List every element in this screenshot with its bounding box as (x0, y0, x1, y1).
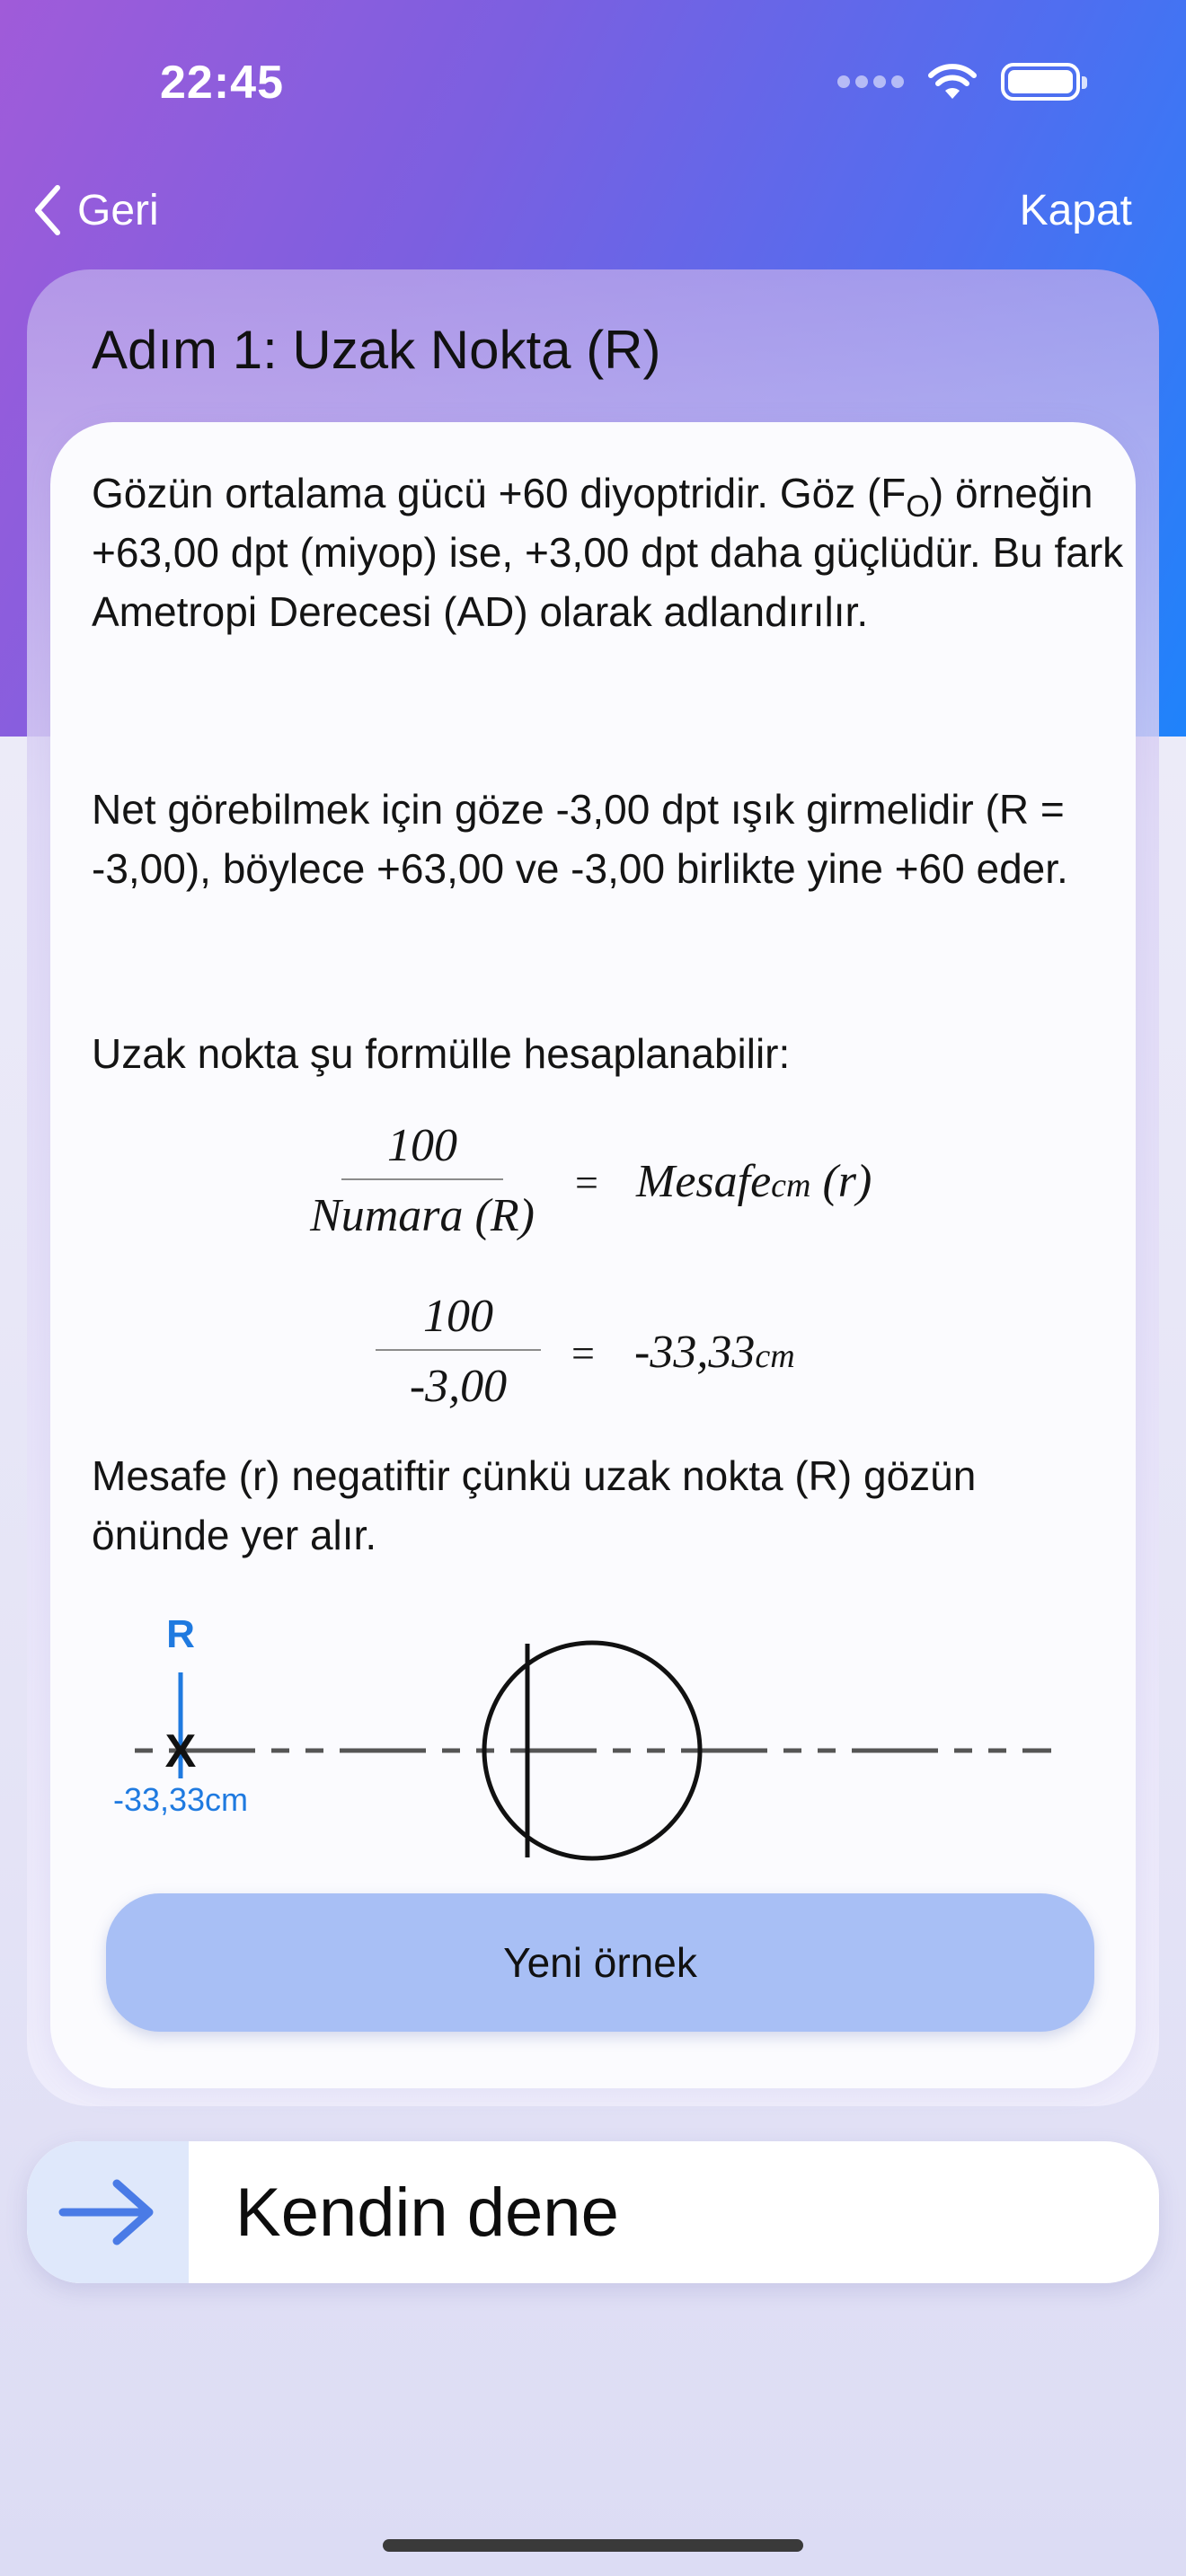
paragraph-text: ) örneğin +63,00 dpt (miyop) ise, +3,00 dpt daha güçlüdür. Bu fark Ametropi Derecesi (AD) olarak adlandırılır. (92, 470, 1124, 635)
formula2-fraction (376, 1290, 541, 1414)
formula1-rhs-text: Mesafe (636, 1156, 772, 1207)
distance-label: -33,33cm (112, 1781, 249, 1818)
wifi-icon (927, 63, 978, 101)
formula1-rhs-suffix: (r) (810, 1156, 872, 1207)
step-title: Adım 1: Uzak Nokta (R) (92, 320, 661, 380)
fraction-bar (376, 1349, 541, 1351)
formula1-rhs-unit: cm (771, 1167, 811, 1204)
formula2-rhs (634, 1326, 795, 1379)
cellular-signal-icon (837, 75, 904, 88)
formula2-equals: = (571, 1330, 595, 1376)
close-button[interactable]: Kapat (1019, 187, 1132, 234)
new-example-button[interactable]: Yeni örnek (106, 1893, 1094, 2032)
paragraph-text: Gözün ortalama gücü +60 diyoptridir. Göz (F (92, 470, 907, 516)
try-yourself-button[interactable] (27, 2141, 1159, 2283)
arrow-right-icon (58, 2176, 158, 2248)
back-label: Geri (77, 186, 159, 234)
formula2-rhs-unit: cm (755, 1337, 795, 1375)
paragraph-correction: Net görebilmek için göze -3,00 dpt ışık girmelidir (R = -3,00), böylece +63,00 ve -3,00 birlikte yine +60 eder. (92, 786, 1068, 892)
formula2-denominator: -3,00 (409, 1361, 508, 1412)
formula1-rhs (636, 1155, 872, 1208)
fraction-bar (341, 1178, 503, 1180)
far-point-diagram (90, 1608, 1078, 1868)
paragraph-formula-intro: Uzak nokta şu formülle hesaplanabilir: (92, 1030, 791, 1077)
subscript-o: O (906, 490, 930, 524)
chevron-left-icon (32, 184, 63, 236)
try-icon-box (27, 2141, 189, 2283)
paragraph-negative-distance: Mesafe (r) negatiftir çünkü uzak nokta (R) gözün önünde yer alır. (92, 1452, 977, 1558)
formula1-equals: = (575, 1160, 598, 1205)
status-icons (837, 63, 1080, 101)
back-button[interactable] (32, 184, 159, 236)
paragraph-ametropia (92, 463, 1125, 641)
formula1-denominator: Numara (R) (310, 1190, 535, 1241)
home-indicator[interactable] (383, 2539, 803, 2552)
formula1-numerator: 100 (387, 1120, 457, 1171)
formula2-numerator: 100 (423, 1291, 493, 1342)
far-point-label: R (166, 1612, 195, 1656)
far-point-marker: X (164, 1725, 197, 1778)
status-time: 22:45 (160, 57, 284, 109)
battery-icon (1001, 63, 1080, 101)
formula2-rhs-text: -33,33 (634, 1327, 756, 1378)
formula1-fraction (296, 1119, 548, 1243)
try-yourself-label: Kendin dene (235, 2175, 619, 2251)
